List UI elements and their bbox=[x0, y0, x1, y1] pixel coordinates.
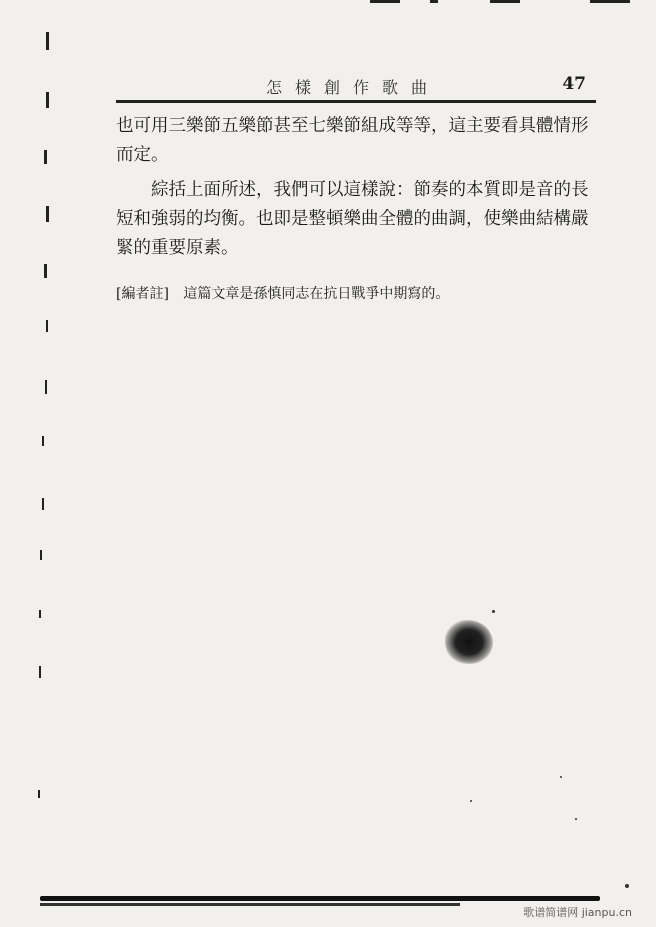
editor-note-label: [編者註] bbox=[116, 286, 169, 302]
top-edge-marks bbox=[360, 0, 656, 6]
bottom-edge-bar-lower bbox=[40, 903, 460, 906]
ink-speck bbox=[560, 776, 562, 778]
binding-holes bbox=[30, 20, 60, 860]
ink-speck bbox=[575, 818, 577, 820]
header-rule bbox=[116, 100, 596, 103]
page-header bbox=[116, 72, 596, 102]
ink-speck bbox=[492, 610, 495, 613]
paragraph-1: 也可用三樂節五樂節甚至七樂節組成等等，這主要看具體情形而定。 bbox=[116, 116, 589, 165]
ink-speck bbox=[625, 884, 629, 888]
body-text bbox=[116, 112, 602, 263]
bottom-edge-bar bbox=[40, 896, 600, 901]
editor-note-text: 這篇文章是孫慎同志在抗日戰爭中期寫的。 bbox=[183, 286, 450, 302]
page-number: 47 bbox=[562, 74, 586, 94]
ink-blot bbox=[445, 620, 493, 664]
ink-speck bbox=[470, 800, 472, 802]
site-watermark: 歌谱简谱网 jianpu.cn bbox=[523, 906, 632, 919]
paragraph-2: 綜括上面所述，我們可以這樣說：節奏的本質即是音的長短和強弱的均衡。也即是整頓樂曲全體的曲調，使樂曲結構嚴緊的重要原素。 bbox=[116, 180, 589, 258]
running-title: 怎樣創作歌曲 bbox=[266, 78, 441, 97]
editor-note bbox=[116, 283, 602, 305]
